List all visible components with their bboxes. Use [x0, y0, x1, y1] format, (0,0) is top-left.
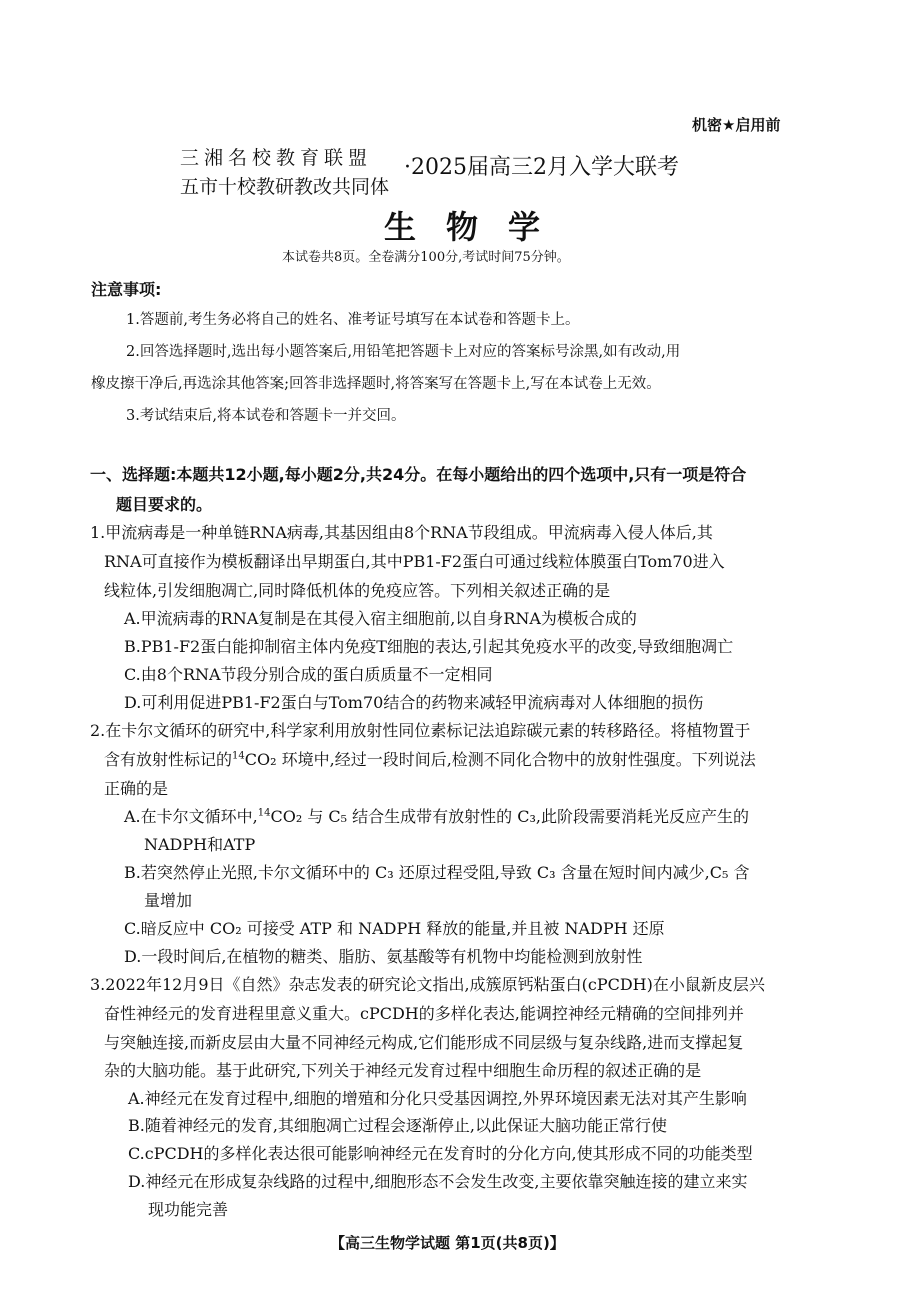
- page-footer: 【高三生物学试题 第1页(共8页)】: [330, 1234, 565, 1252]
- q1-option-a: A.甲流病毒的RNA复制是在其侵入宿主细胞前,以自身RNA为模板合成的: [124, 609, 637, 628]
- q2-option-a: A.在卡尔文循环中,$^{14}$CO₂ 与 C₅ 结合生成带有放射性的 C₃,此阶段需要消耗光反应产生的: [124, 807, 749, 826]
- subject-title: 生物学: [384, 208, 571, 246]
- q3-stem-line4: 杂的大脑功能。基于此研究,下列关于神经元发育过程中细胞生命历程的叙述正确的是: [104, 1061, 702, 1080]
- q3-option-b: B.随着神经元的发育,其细胞凋亡过程会逐渐停止,以此保证大脑功能正常行使: [128, 1116, 668, 1135]
- note-item-3: 3.考试结束后,将本试卷和答题卡一并交回。: [126, 408, 406, 424]
- q2-option-d: D.一段时间后,在植物的糖类、脂肪、氨基酸等有机物中均能检测到放射性: [124, 947, 643, 966]
- exam-title: ·2025届高三2月入学大联考: [404, 155, 679, 180]
- notes-title: 注意事项:: [91, 280, 162, 299]
- q3-option-d: D.神经元在形成复杂线路的过程中,细胞形态不会发生改变,主要依靠突触连接的建立来实: [128, 1172, 748, 1191]
- q3-stem-line2: 奋性神经元的发育进程里意义重大。cPCDH的多样化表达,能调控神经元精确的空间排列并: [104, 1004, 744, 1023]
- q2-option-b: B.若突然停止光照,卡尔文循环中的 C₃ 还原过程受阻,导致 C₃ 含量在短时间内减少,C₅ 含: [124, 863, 750, 882]
- q3-option-d-cont: 现功能完善: [148, 1200, 229, 1219]
- note-item-2: 2.回答选择题时,选出每小题答案后,用铅笔把答题卡上对应的答案标号涂黑,如有改动,用: [126, 344, 681, 360]
- section-heading-cont: 题目要求的。: [116, 495, 213, 514]
- q3-option-c: C.cPCDH的多样化表达很可能影响神经元在发育时的分化方向,使其形成不同的功能类型: [128, 1144, 753, 1163]
- q1-stem-line3: 线粒体,引发细胞凋亡,同时降低机体的免疫应答。下列相关叙述正确的是: [104, 581, 611, 600]
- confidential-label: 机密★启用前: [692, 116, 781, 134]
- q1-option-d: D.可利用促进PB1-F2蛋白与Tom70结合的药物来减轻甲流病毒对人体细胞的损伤: [124, 693, 704, 712]
- q2-option-c: C.暗反应中 CO₂ 可接受 ATP 和 NADPH 释放的能量,并且被 NADPH 还原: [124, 919, 665, 938]
- org-name-line1: 三湘名校教育联盟: [180, 147, 373, 169]
- q2-option-a-cont: NADPH和ATP: [144, 835, 256, 854]
- note-item-1: 1.答题前,考生务必将自己的姓名、准考证号填写在本试卷和答题卡上。: [126, 312, 580, 328]
- q1-stem-line2: RNA可直接作为模板翻译出早期蛋白,其中PB1-F2蛋白可通过线粒体膜蛋白Tom70进入: [104, 552, 725, 571]
- note-item-2-cont: 橡皮擦干净后,再选涂其他答案;回答非选择题时,将答案写在答题卡上,写在本试卷上无效。: [91, 376, 661, 392]
- org-name-line2: 五市十校教研教改共同体: [180, 176, 390, 198]
- q1-stem-line1: 1.甲流病毒是一种单链RNA病毒,其基因组由8个RNA节段组成。甲流病毒入侵人体后,其: [90, 523, 713, 542]
- section-heading: 一、选择题:本题共12小题,每小题2分,共24分。在每小题给出的四个选项中,只有一项是符合: [90, 465, 747, 484]
- q2-stem-line2: 含有放射性标记的$^{14}$CO₂ 环境中,经过一段时间后,检测不同化合物中的放射性强度。下列说法: [104, 750, 756, 769]
- q3-stem-line1: 3.2022年12月9日《自然》杂志发表的研究论文指出,成簇原钙粘蛋白(cPCDH)在小鼠新皮层兴: [90, 975, 765, 994]
- q2-stem-line3: 正确的是: [104, 779, 169, 798]
- q3-option-a: A.神经元在发育过程中,细胞的增殖和分化只受基因调控,外界环境因素无法对其产生影响: [128, 1089, 747, 1108]
- q1-option-b: B.PB1-F2蛋白能抑制宿主体内免疫T细胞的表达,引起其免疫水平的改变,导致细胞凋亡: [124, 637, 734, 656]
- exam-meta: 本试卷共8页。全卷满分100分,考试时间75分钟。: [282, 250, 570, 265]
- q1-option-c: C.由8个RNA节段分别合成的蛋白质质量不一定相同: [124, 665, 493, 684]
- q3-stem-line3: 与突触连接,而新皮层由大量不同神经元构成,它们能形成不同层级与复杂线路,进而支撑起复: [104, 1033, 744, 1052]
- q2-stem-line1: 2.在卡尔文循环的研究中,科学家利用放射性同位素标记法追踪碳元素的转移路径。将植物置于: [90, 721, 751, 740]
- q2-option-b-cont: 量增加: [144, 891, 193, 910]
